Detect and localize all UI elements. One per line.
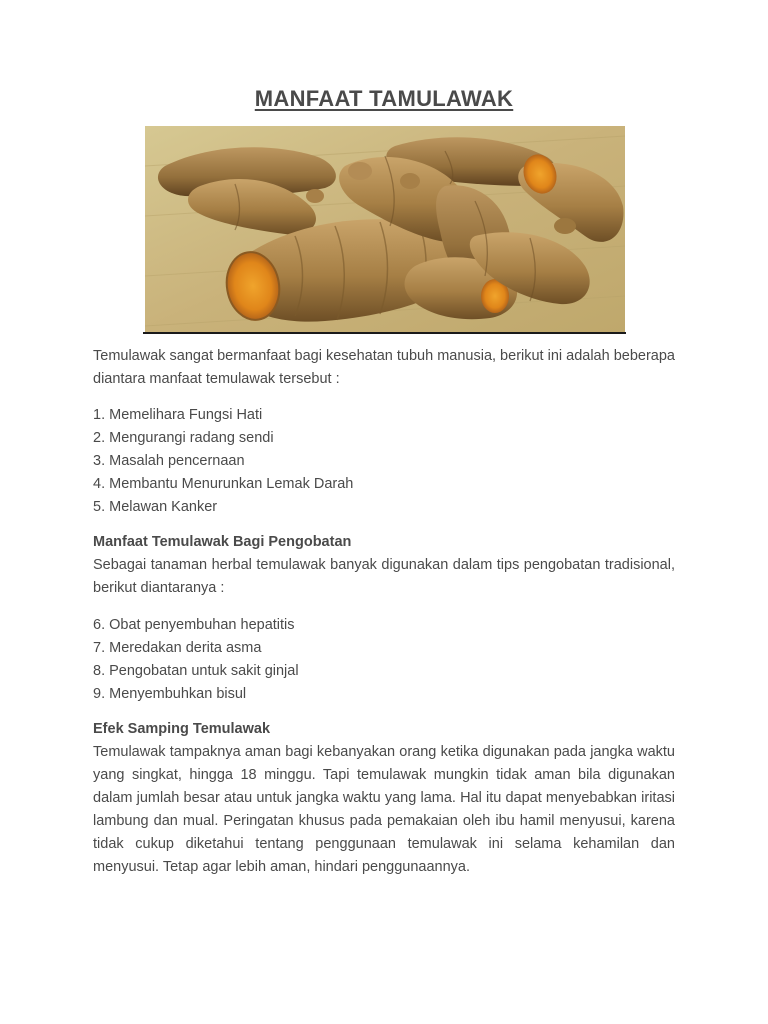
- side-effects-heading: Efek Samping Temulawak: [93, 721, 271, 737]
- intro-paragraph: Temulawak sangat bermanfaat bagi kesehatan tubuh manusia, berikut ini adalah beberapa diantara manfaat temulawak tersebut :: [93, 348, 675, 387]
- list-item: 9. Menyembuhkan bisul: [93, 686, 247, 702]
- image-bottom-rule: [143, 332, 626, 334]
- side-effects-paragraph: Temulawak tampaknya aman bagi kebanyakan orang ketika digunakan pada jangka waktu yang singkat, hingga 18 minggu. Tapi temulawak mungkin tidak aman bila digunakan dalam jumlah besar atau untuk jangka waktu yang lama. Hal itu dapat menyebabkan iritasi lambung dan mual. Peringatan khusus pada pemakaian oleh ibu hamil menyusui, karena tidak cukup diketahui tentang penggunaan temulawak ini selama kehamilan dan menyusui. Tetap agar lebih aman, hindari penggunaannya.: [93, 744, 675, 875]
- medicine-section-heading: Manfaat Temulawak Bagi Pengobatan: [93, 534, 352, 550]
- temulawak-illustration: [145, 126, 625, 332]
- list-item: 4. Membantu Menurunkan Lemak Darah: [93, 476, 354, 492]
- temulawak-photo: [145, 126, 625, 332]
- document-body: [93, 345, 675, 879]
- document-title-text: MANFAAT TAMULAWAK: [254, 86, 514, 111]
- list-item: 1. Memelihara Fungsi Hati: [93, 407, 263, 423]
- list-item: 7. Meredakan derita asma: [93, 640, 262, 656]
- medicine-list: [93, 614, 675, 706]
- benefits-list: [93, 404, 675, 519]
- list-item: 8. Pengobatan untuk sakit ginjal: [93, 663, 299, 679]
- list-item: 5. Melawan Kanker: [93, 499, 218, 515]
- document-title: [0, 86, 768, 112]
- list-item: 6. Obat penyembuhan hepatitis: [93, 617, 295, 633]
- medicine-section-paragraph: Sebagai tanaman herbal temulawak banyak digunakan dalam tips pengobatan tradisional, berikut diantaranya :: [93, 557, 675, 596]
- list-item: 2. Mengurangi radang sendi: [93, 430, 274, 446]
- list-item: 3. Masalah pencernaan: [93, 453, 245, 469]
